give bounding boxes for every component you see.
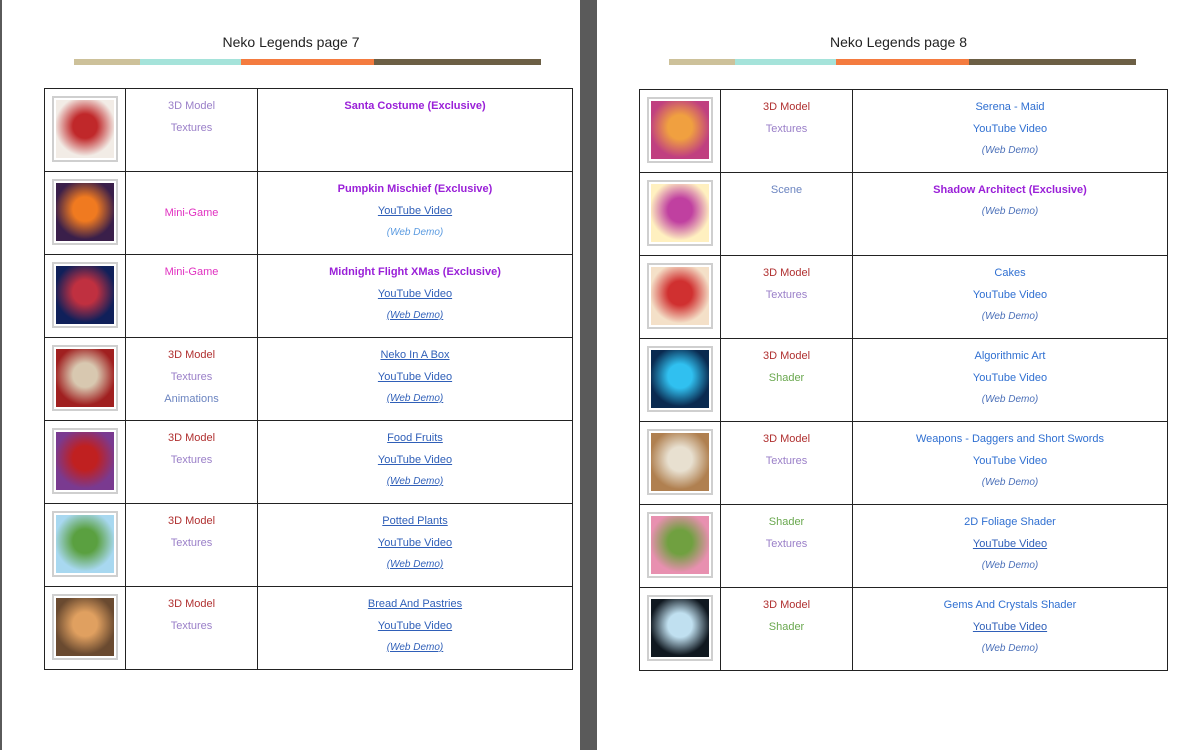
thumbnail-cell (640, 339, 721, 422)
youtube-video-link[interactable]: YouTube Video (377, 454, 453, 466)
santa-costume-thumbnail-icon[interactable] (52, 96, 118, 162)
asset-title[interactable]: Food Fruits (387, 432, 443, 444)
youtube-video-link[interactable]: YouTube Video (377, 205, 453, 217)
youtube-video-link[interactable]: YouTube Video (972, 123, 1048, 135)
bread-and-pastries-thumbnail-icon[interactable] (52, 594, 118, 660)
category-label: Animations (164, 393, 219, 405)
asset-table (639, 89, 1168, 671)
web-demo-link[interactable]: (Web Demo) (981, 477, 1039, 488)
decorative-color-bar (669, 59, 1136, 65)
table-row (640, 173, 1168, 256)
title-cell (258, 172, 573, 255)
table-row (640, 588, 1168, 671)
thumbnail-cell (45, 255, 126, 338)
title-cell (853, 90, 1168, 173)
thumbnail-cell (640, 256, 721, 339)
category-cell (721, 173, 853, 256)
table-row (45, 172, 573, 255)
table-row (640, 256, 1168, 339)
youtube-video-link[interactable]: YouTube Video (972, 621, 1048, 633)
youtube-video-link[interactable]: YouTube Video (377, 620, 453, 632)
youtube-video-link[interactable]: YouTube Video (377, 537, 453, 549)
asset-title: Santa Costume (Exclusive) (344, 100, 486, 112)
table-row (640, 90, 1168, 173)
youtube-video-link[interactable]: YouTube Video (377, 288, 453, 300)
table-row (45, 587, 573, 670)
category-label: 3D Model (167, 349, 216, 361)
title-cell (258, 255, 573, 338)
thumbnail-cell (45, 172, 126, 255)
web-demo-link[interactable]: (Web Demo) (386, 559, 444, 570)
category-label: 3D Model (167, 515, 216, 527)
page-title: Neko Legends page 8 (830, 34, 967, 50)
category-label: 3D Model (167, 432, 216, 444)
category-label: 3D Model (762, 101, 811, 113)
category-cell (126, 504, 258, 587)
algorithmic-art-thumbnail-icon[interactable] (647, 346, 713, 412)
category-label: Scene (770, 184, 803, 196)
category-label: Textures (170, 454, 213, 466)
document-page-left (2, 0, 580, 750)
color-bar-segment (140, 59, 241, 65)
thumbnail-cell (45, 89, 126, 172)
asset-title: Shadow Architect (Exclusive) (933, 184, 1087, 196)
color-bar-segment (241, 59, 374, 65)
cakes-thumbnail-icon[interactable] (647, 263, 713, 329)
category-label: 3D Model (762, 433, 811, 445)
category-label: Textures (170, 371, 213, 383)
asset-title: Algorithmic Art (974, 350, 1046, 362)
category-label: Textures (765, 538, 808, 550)
youtube-video-link[interactable]: YouTube Video (972, 455, 1048, 467)
category-cell (126, 255, 258, 338)
midnight-flight-thumbnail-icon[interactable] (52, 262, 118, 328)
category-label: Textures (765, 289, 808, 301)
web-demo-link[interactable]: (Web Demo) (386, 642, 444, 653)
table-row (640, 505, 1168, 588)
category-cell (721, 505, 853, 588)
category-label: Textures (765, 123, 808, 135)
potted-plants-thumbnail-icon[interactable] (52, 511, 118, 577)
category-label: 3D Model (167, 598, 216, 610)
category-cell (721, 339, 853, 422)
web-demo-link[interactable]: (Web Demo) (981, 206, 1039, 217)
table-row (45, 421, 573, 504)
category-label: Textures (170, 620, 213, 632)
title-cell (853, 422, 1168, 505)
category-cell (126, 421, 258, 504)
table-row (45, 89, 573, 172)
category-cell (721, 90, 853, 173)
web-demo-link[interactable]: (Web Demo) (981, 311, 1039, 322)
category-cell (126, 587, 258, 670)
web-demo-link[interactable]: (Web Demo) (981, 394, 1039, 405)
category-label: 3D Model (167, 100, 216, 112)
food-fruits-thumbnail-icon[interactable] (52, 428, 118, 494)
asset-title[interactable]: Potted Plants (382, 515, 448, 527)
neko-in-a-box-thumbnail-icon[interactable] (52, 345, 118, 411)
asset-title: Midnight Flight XMas (Exclusive) (329, 266, 501, 278)
foliage-shader-thumbnail-icon[interactable] (647, 512, 713, 578)
category-label: Textures (170, 537, 213, 549)
thumbnail-cell (640, 588, 721, 671)
weapons-daggers-thumbnail-icon[interactable] (647, 429, 713, 495)
shadow-architect-thumbnail-icon[interactable] (647, 180, 713, 246)
web-demo-link[interactable]: (Web Demo) (386, 476, 444, 487)
web-demo-link[interactable]: (Web Demo) (386, 393, 444, 404)
asset-title: 2D Foliage Shader (964, 516, 1056, 528)
web-demo-link[interactable]: (Web Demo) (386, 310, 444, 321)
asset-title[interactable]: Bread And Pastries (367, 598, 463, 610)
color-bar-segment (74, 59, 140, 65)
category-cell (126, 172, 258, 255)
color-bar-segment (836, 59, 969, 65)
category-label: Textures (170, 122, 213, 134)
thumbnail-cell (45, 421, 126, 504)
youtube-video-link[interactable]: YouTube Video (377, 371, 453, 383)
title-cell (258, 587, 573, 670)
table-row (45, 504, 573, 587)
category-label: 3D Model (762, 350, 811, 362)
asset-title: Pumpkin Mischief (Exclusive) (337, 183, 493, 195)
web-demo-link[interactable]: (Web Demo) (981, 643, 1039, 654)
title-cell (258, 89, 573, 172)
title-cell (258, 421, 573, 504)
web-demo-link[interactable]: (Web Demo) (981, 145, 1039, 156)
youtube-video-link[interactable]: YouTube Video (972, 538, 1048, 550)
web-demo-link[interactable]: (Web Demo) (386, 227, 444, 238)
color-bar-segment (374, 59, 541, 65)
title-cell (853, 256, 1168, 339)
asset-title[interactable]: Neko In A Box (380, 349, 450, 361)
title-cell (258, 338, 573, 421)
gems-crystals-thumbnail-icon[interactable] (647, 595, 713, 661)
asset-table (44, 88, 573, 670)
document-page-right (597, 0, 1200, 750)
serena-maid-thumbnail-icon[interactable] (647, 97, 713, 163)
page-title: Neko Legends page 7 (222, 34, 360, 50)
pumpkin-mischief-thumbnail-icon[interactable] (52, 179, 118, 245)
thumbnail-cell (640, 90, 721, 173)
web-demo-link[interactable]: (Web Demo) (981, 560, 1039, 571)
thumbnail-cell (640, 173, 721, 256)
category-cell (721, 422, 853, 505)
category-label: Mini-Game (164, 266, 219, 278)
thumbnail-cell (45, 338, 126, 421)
thumbnail-cell (45, 587, 126, 670)
asset-title: Weapons - Daggers and Short Swords (915, 433, 1105, 445)
youtube-video-link[interactable]: YouTube Video (972, 289, 1048, 301)
category-label: 3D Model (762, 599, 811, 611)
category-label: Mini-Game (164, 207, 219, 219)
asset-title: Cakes (994, 267, 1026, 279)
asset-title: Serena - Maid (975, 101, 1045, 113)
color-bar-segment (735, 59, 836, 65)
category-label: Shader (768, 372, 805, 384)
youtube-video-link[interactable]: YouTube Video (972, 372, 1048, 384)
title-cell (853, 339, 1168, 422)
table-row (640, 339, 1168, 422)
category-cell (721, 588, 853, 671)
table-row (45, 338, 573, 421)
color-bar-segment (969, 59, 1136, 65)
thumbnail-cell (640, 422, 721, 505)
title-cell (853, 588, 1168, 671)
asset-title: Gems And Crystals Shader (943, 599, 1077, 611)
category-cell (126, 338, 258, 421)
title-cell (258, 504, 573, 587)
category-label: Shader (768, 516, 805, 528)
category-label: Shader (768, 621, 805, 633)
thumbnail-cell (45, 504, 126, 587)
category-cell (721, 256, 853, 339)
table-row (640, 422, 1168, 505)
color-bar-segment (669, 59, 735, 65)
category-label: Textures (765, 455, 808, 467)
thumbnail-cell (640, 505, 721, 588)
table-row (45, 255, 573, 338)
title-cell (853, 173, 1168, 256)
category-label: 3D Model (762, 267, 811, 279)
decorative-color-bar (74, 59, 541, 65)
title-cell (853, 505, 1168, 588)
category-cell (126, 89, 258, 172)
